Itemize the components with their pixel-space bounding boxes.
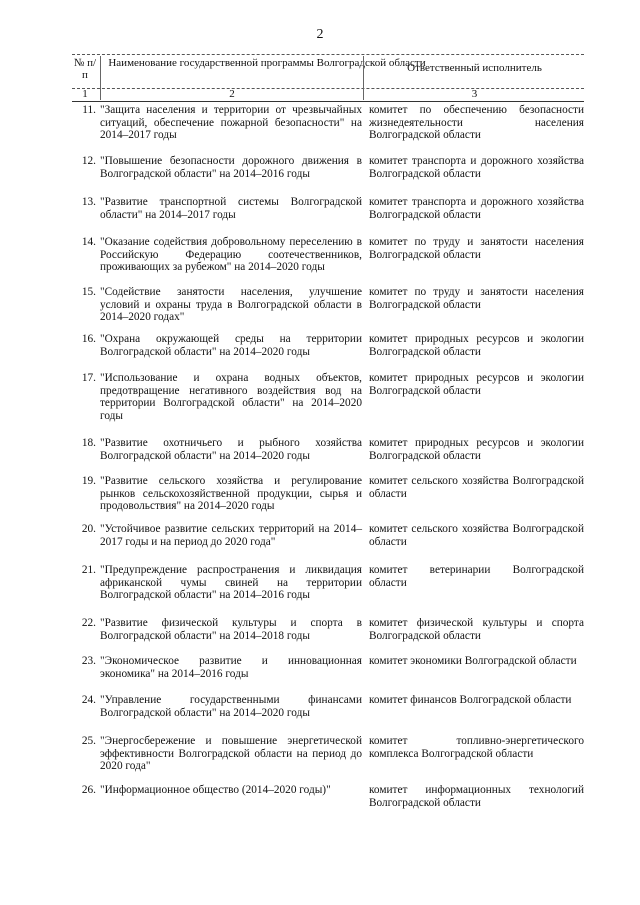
header-number-column: № п/п [73, 57, 97, 81]
responsible-executor: комитет топливно-энергетического комплекса Волгоградской области [369, 735, 584, 760]
program-name: "Экономическое развитие и инновационная экономика" на 2014–2016 годы [100, 655, 362, 680]
responsible-executor: комитет финансов Волгоградской области [369, 694, 572, 706]
responsible-executor: комитет физической культуры и спорта Волгоградской области [369, 617, 584, 642]
row-number: 11. [82, 104, 96, 116]
responsible-executor: комитет информационных технологий Волгоградской области [369, 784, 584, 809]
row-number: 20. [81, 523, 96, 535]
responsible-executor: комитет экономики Волгоградской области [369, 655, 577, 667]
column-number-1: 1 [82, 88, 88, 100]
program-name: "Информационное общество (2014–2020 годы)" [100, 784, 331, 796]
program-name: "Развитие физической культуры и спорта в Волгоградской области" на 2014–2018 годы [100, 617, 362, 642]
responsible-executor: комитет по труду и занятости населения Волгоградской области [369, 286, 584, 311]
responsible-executor: комитет сельского хозяйства Волгоградской области [369, 523, 584, 548]
responsible-executor: комитет по труду и занятости населения Волгоградской области [369, 236, 584, 261]
column-number-2: 2 [229, 88, 235, 100]
program-name: "Развитие транспортной системы Волгоградской области" на 2014–2017 годы [100, 196, 362, 221]
page-number: 2 [316, 27, 324, 42]
row-number: 23. [81, 655, 96, 667]
program-name: "Управление государственными финансами Волгоградской области" на 2014–2020 годы [100, 694, 362, 719]
row-number: 14. [81, 236, 96, 248]
program-name: "Энергосбережение и повышение энергетической эффективности Волгоградской области на период до 2020 года" [100, 735, 362, 773]
responsible-executor: комитет по обеспечению безопасности жизнедеятельности населения Волгоградской области [369, 104, 584, 142]
column-numbers-row [72, 89, 584, 102]
program-name: "Охрана окружающей среды на территории Волгоградской области" на 2014–2020 годы [100, 333, 362, 358]
program-name: "Повышение безопасности дорожного движения в Волгоградской области" на 2014–2016 годы [100, 155, 362, 180]
row-number: 13. [81, 196, 96, 208]
row-number: 19. [81, 475, 96, 487]
responsible-executor: комитет сельского хозяйства Волгоградской области [369, 475, 584, 500]
row-number: 18. [81, 437, 96, 449]
responsible-executor: комитет транспорта и дорожного хозяйства Волгоградской области [369, 155, 584, 180]
row-number: 16. [81, 333, 96, 345]
table-header [72, 56, 584, 89]
responsible-executor: комитет природных ресурсов и экологии Волгоградской области [369, 333, 584, 358]
row-number: 17. [81, 372, 96, 384]
program-name: "Устойчивое развитие сельских территорий на 2014–2017 годы и на период до 2020 года" [100, 523, 362, 548]
program-name: "Предупреждение распространения и ликвидация африканской чумы свиней на территории Волгоградской области" на 2014–2016 годы [100, 564, 362, 602]
row-number: 21. [81, 564, 96, 576]
column-number-3: 3 [471, 88, 478, 100]
program-name: "Оказание содействия добровольному переселению в Российскую Федерацию соотечественников, проживающих за рубежом" на 2014–2020 годы [100, 236, 362, 274]
program-name: "Развитие сельского хозяйства и регулирование рынков сельскохозяйственной продукции, сырья и продовольствия" на 2014–2020 годы [100, 475, 362, 513]
responsible-executor: комитет природных ресурсов и экологии Волгоградской области [369, 372, 584, 397]
row-number: 12. [81, 155, 96, 167]
program-name: "Использование и охрана водных объектов, предотвращение негативного воздействия вод на территории Волгоградской области" на 2014–2020 годы [100, 372, 362, 422]
responsible-executor: комитет ветеринарии Волгоградской области [369, 564, 584, 589]
program-name: "Развитие охотничьего и рыбного хозяйства Волгоградской области" на 2014–2020 годы [100, 437, 362, 462]
program-name: "Защита населения и территории от чрезвычайных ситуаций, обеспечение пожарной безопасности" на 2014–2017 годы [100, 104, 362, 142]
header-program-name-column: Наименование государственной программы Волгоградской области [108, 57, 426, 69]
row-number: 25. [81, 735, 96, 747]
row-number: 24. [81, 694, 96, 706]
row-number: 22. [81, 617, 96, 629]
row-number: 26. [81, 784, 96, 796]
header-responsible-column: Ответственный исполнитель [407, 62, 542, 74]
responsible-executor: комитет природных ресурсов и экологии Волгоградской области [369, 437, 584, 462]
program-name: "Содействие занятости населения, улучшение условий и охраны труда в Волгоградской области в 2014–2020 годах" [100, 286, 362, 324]
header-top-rule [72, 54, 584, 55]
row-number: 15. [81, 286, 96, 298]
responsible-executor: комитет транспорта и дорожного хозяйства Волгоградской области [369, 196, 584, 221]
programs-table [72, 56, 584, 102]
